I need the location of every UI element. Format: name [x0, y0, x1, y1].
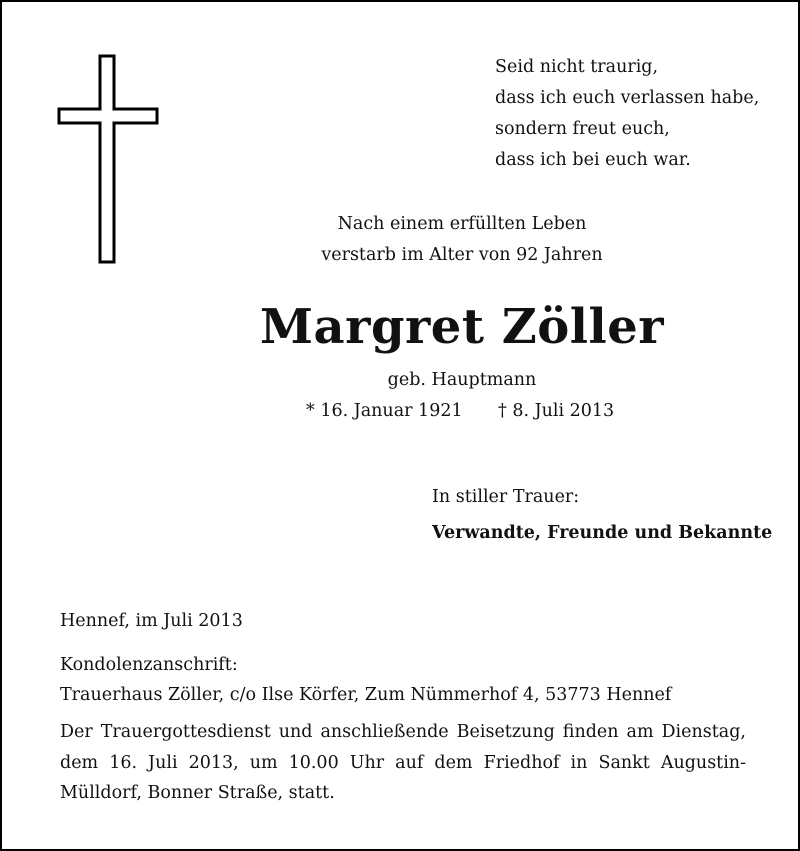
condolence-address-block — [60, 650, 671, 710]
condolence-label: Kondolenzanschrift: — [60, 655, 238, 675]
cross-icon — [57, 54, 159, 266]
funeral-service-text: Der Trauergottesdienst und anschließende Beisetzung finden am Dienstag, dem 16. Juli 2013, um 10.00 Uhr auf dem Friedhof in Sankt Augustin-Mülldorf, Bonner Straße, statt. — [60, 722, 746, 803]
intro-text — [262, 209, 662, 271]
mourning-heading: In stiller Trauer: — [432, 487, 580, 507]
poem-line: dass ich bei euch war. — [495, 150, 691, 170]
poem-line: sondern freut euch, — [495, 119, 670, 139]
deceased-name: Margret Zöller — [259, 299, 665, 355]
poem-line: Seid nicht traurig, — [495, 57, 659, 77]
condolence-address: Trauerhaus Zöller, c/o Ilse Körfer, Zum Nümmerhof 4, 53773 Hennef — [60, 685, 672, 705]
intro-line: verstarb im Alter von 92 Jahren — [321, 245, 603, 265]
place-date: Hennef, im Juli 2013 — [60, 611, 243, 631]
birth-date: * 16. Januar 1921 — [306, 401, 463, 421]
poem-line: dass ich euch verlassen habe, — [495, 88, 760, 108]
poem — [495, 52, 759, 176]
mourners: Verwandte, Freunde und Bekannte — [432, 523, 773, 543]
birth-name: geb. Hauptmann — [387, 370, 537, 390]
intro-line: Nach einem erfüllten Leben — [337, 214, 587, 234]
death-date: † 8. Juli 2013 — [498, 401, 615, 421]
